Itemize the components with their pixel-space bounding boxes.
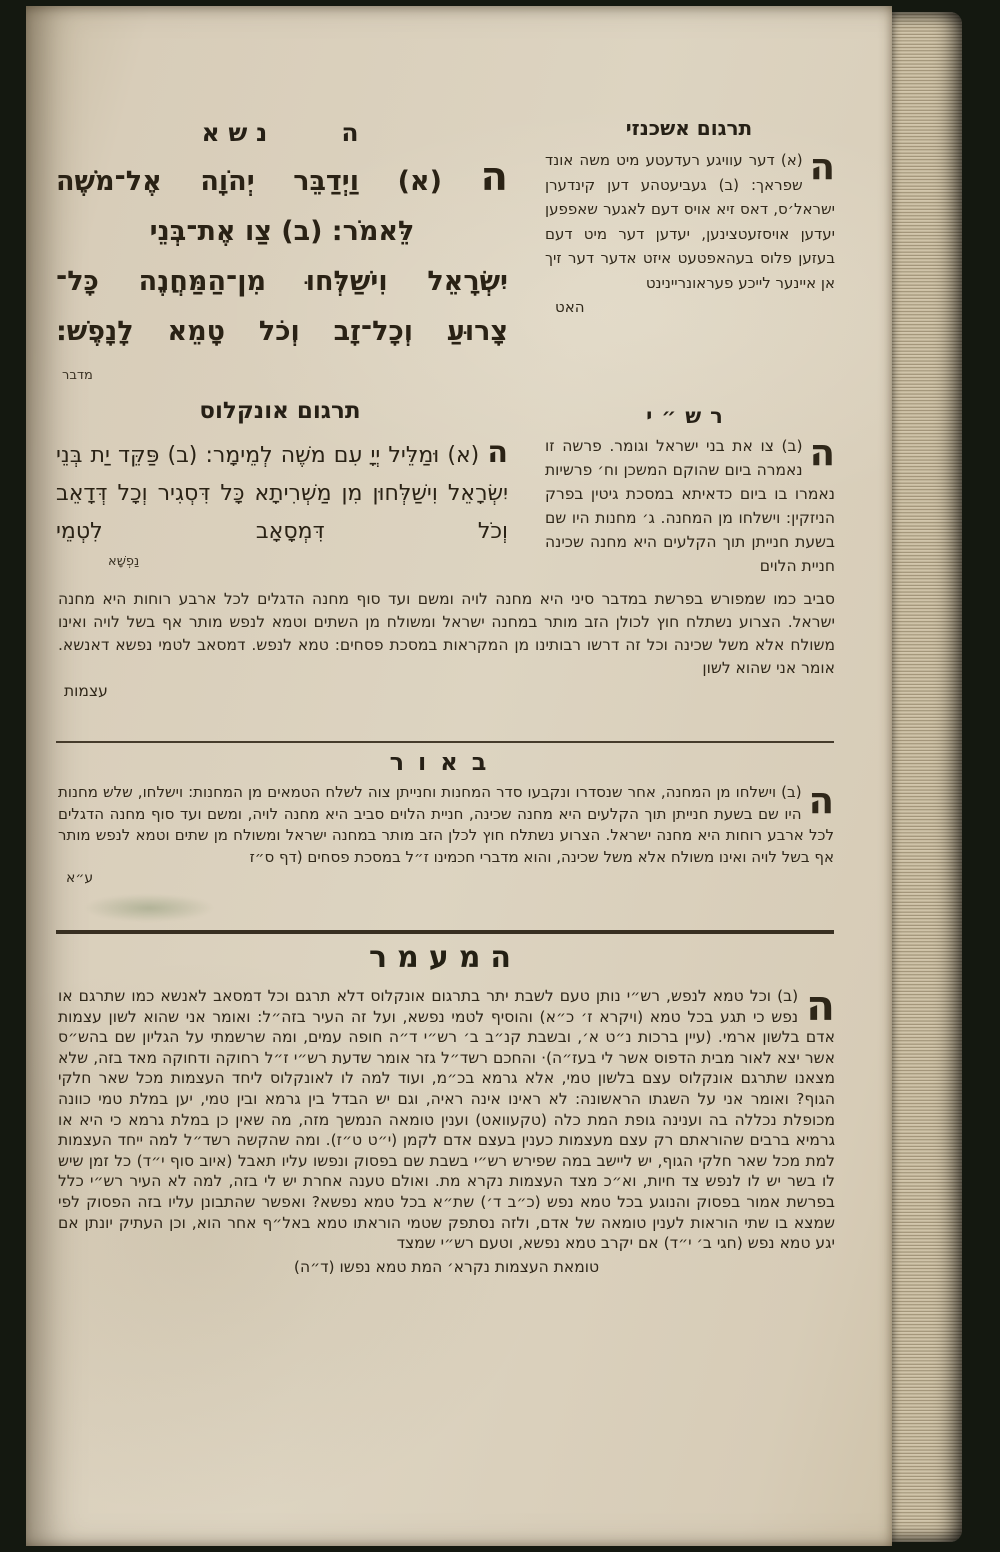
- hameamer-text: [58, 981, 835, 1254]
- ink-smudge: [84, 894, 214, 922]
- rashi-title: רש״י: [646, 404, 732, 428]
- biur-text: [58, 779, 834, 868]
- initial-letter: ה: [809, 145, 835, 188]
- torah-line: לֵּאמֹר: (ב) צַו אֶת־בְּנֵי: [149, 216, 415, 247]
- torah-line: יִשְׂרָאֵל וִישַׁלְּחוּ מִן־הַמַּחֲנֶה כָּל־: [56, 266, 508, 297]
- biur-trail-word: ע״א: [66, 870, 94, 886]
- targum-ashkenazi-title: תרגום אשכנזי: [625, 116, 753, 140]
- catchword: מדבר: [62, 368, 93, 383]
- biur-section: [58, 779, 834, 889]
- rashi-column-text: [545, 431, 835, 578]
- book-fore-edge: [892, 12, 962, 1542]
- parsha-header: [54, 118, 506, 147]
- biur-body: (ב) וישלחו מן המחנה, אחר שנסדרו ונקבעו סדר המחנות וחנייתן צוה לשלח הטמאים מן המחנות: וישלחו, שלש מחנות היו שם בשעת חנייתן תוך הקלעים היא מחנה שכינה, חניית הלוים סביב היא מחנה לויה, ומשם ועד סוף מחנה הדגלים לכל ארבע רוחות היא מחנה ישראל. הצרוע נשתלח חוץ לכלן הזב מותר במחנה ישראל ומשולח מן שתים וטמא לנפש מותר אף בשל לויה ואינו משולח אלא משל שכינה, והוא מדברי חכמינו ז״ל במסכת פסחים (דף ס״ז: [58, 783, 834, 866]
- rashi-trail-word: עצמות: [64, 682, 108, 700]
- initial-letter: ה: [809, 431, 835, 474]
- parsha-name: נ ש א: [201, 118, 268, 147]
- targum-ashkenazi-trail-word: האט: [555, 298, 585, 316]
- hameamer-section: [58, 981, 835, 1277]
- hameamer-closing-line: טומאת העצמות נקרא׳ המת טמא נפשו (ד״ה): [293, 1257, 600, 1276]
- initial-letter: ה: [808, 779, 834, 822]
- hameamer-body: (ב) וכל טמא לנפש, רש״י נותן טעם לשבת יתר בתרגום אונקלוס דלא תרגם וכל דמסאב לאנשא כמו שתרגם או נפש כי תגע בכל טמא (ויקרא ז׳ כ״א) והוסיף לטמי נפשא, ועל זה העיר בזה״ל: ואומר אני שהוא לשון עצמות אדם בלשון ארמי. (עיין ברכות נ״ט א׳, ובשבת קנ״ב ב׳ רש״י ד״ה חופה עמים, ומה שרשמתי על הגליון שם בהש״ס אשר יצא לאור מבית הדפוס אשר לי בעז״ה)· והחכם רשד״ל גזר אומר שדעת רש״י ז״ל רחוקה ודחוקה מאד בזה, שלא מצאנו שתרגם אונקלוס עצם בלשון טמי, אלא גרמא בכ״מ, ועוד למה לו לאונקלוס ליחד העצמות מכל שאר חלקי הגוף? ואומר אני על השגתו הראשונה: לא ראינו אינה ראיה, וגם יש הבדל בין גרמא ובין טמי, יען במלת טמי כוונה מכופלת נכללה בה וענינה גופת המת כלה (טקעוואט) וענין טומאה הנמשך מזה, מה שאין כן במלת גרמא כי היא או גרמיא ברבים שהוראתם רק עצם מעצמות כענין בעצם אדם לקמן (י״ט ט״ז). ומה שהקשה רשד״ל למה ייחד העצמות למת מכל שאר חלקי הגוף, יש ליישב במה שפירש רש״י בשבת שם בפסוק ונפשו עליו תאבל (איוב סוף י״ד) כל זמן שיש לו בשר יש לו לנפש צד חיות, וא״כ מצד העצמות נקרא מת. ואולם טענה אחרת יש לי בזה, למה לא העיר רש״י כלל בפרשת אמור בפסוק והנוגע בכל טמא נפש (כ״ב ד׳) שת״א בכל טמא נפשא? ואפשר שהתבונן עליו בזה הפסוק לפי שמצא בו שתי הוראות לענין טומאה של אדם, ולזה נסתפק שטמי הוראתו טמא באל״ף אחר הוא, וכן העתיק יונתן אם יגע טמא נפש (חגי ב׳ י״ד) אם יקרב טמא נפשא, וטעם רש״י שמצד: [58, 987, 835, 1253]
- onkelos-body: (א) וּמַלֵּיל יְיָ עִם משֶׁה לְמֵימָר: (ב) פַּקֵּד יַת בְּנֵי יִשְׂרָאֵל וִישַׁלְּחוּן מִן מַשְׁרִיתָא כָּל דִּסְגִיר וְכָל דְּדָאֵב וְכֹל דִּמְסָאָב לִטְמֵי: [56, 443, 508, 544]
- rashi-column: [545, 431, 835, 578]
- thick-section-divider: [56, 930, 834, 934]
- chapter-initial: ה: [480, 154, 508, 200]
- initial-letter: ה: [487, 435, 508, 470]
- onkelos-text: [56, 434, 508, 551]
- hameamer-title: המעמר: [368, 940, 522, 975]
- page-letter: ה: [341, 118, 359, 147]
- torah-line: [56, 152, 508, 207]
- biur-title: באור: [389, 748, 501, 776]
- rashi-column-body: (ב) צו את בני ישראל וגומר. פרשה זו נאמרה ביום שהוקם המשכן וח׳ פרשיות נאמרו בו ביום כדאיתא במסכת גיטין בפרק הניזקין: וישלחו מן המחנה. ג׳ מחנות היו שם בשעת חנייתן תוך הקלעים היא מחנה שכינה חניית הלוים: [545, 437, 835, 575]
- rashi-full-width: [58, 588, 835, 703]
- torah-text: [56, 152, 508, 357]
- section-divider: [56, 741, 834, 743]
- targum-ashkenazi-body: (א) דער עוויגע רעדעטע מיט משה אונד שפראך: (ב) געביעטהע דען קינדערן ישראל׳ס, דאס זיא אויס דעם לאגער שאפפען יעדען אויסזעטצינען, יעדען דער מיט דעם בעזען פלוס בעהאפטעט איזט אדער דער זיך אן איינער לייכע פעראונריינינט: [545, 151, 835, 292]
- initial-letter: ה: [806, 981, 835, 1030]
- book-page: [26, 6, 892, 1546]
- targum-ashkenazi-text: [545, 145, 835, 295]
- torah-line-text: (א) וַיְדַבֵּר יְהֹוָה אֶל־מֹשֶׁה: [56, 166, 442, 197]
- targum-ashkenazi-section: [545, 145, 835, 319]
- onkelos-trail-word: נַפְשָׁא: [108, 554, 140, 569]
- onkelos-section: [56, 434, 508, 573]
- torah-line: צָרוּעַ וְכָל־זָב וְכֹל טָמֵא לָנָפֶשׁ:: [56, 316, 508, 347]
- rashi-full-text: סביב כמו שמפורש בפרשת במדבר סיני היא מחנה לויה ומשם ועד סוף מחנה הדגלים לכל ארבע רוחות היא מחנה ישראל. הצרוע נשתלח חוץ לכולן הזב מותר במחנה ישראל ומשולח מן השתים וטמא לנפש מותר אף בשל לויה ואינו משולח אלא משל שכינה וכל זה דרשו רבותינו מן המקראות במסכת פסחים: טמא לנפש. דמסאב לטמי נפשא דאנשא. אומר אני שהוא לשון: [58, 590, 835, 677]
- onkelos-title: תרגום אונקלוס: [199, 398, 361, 424]
